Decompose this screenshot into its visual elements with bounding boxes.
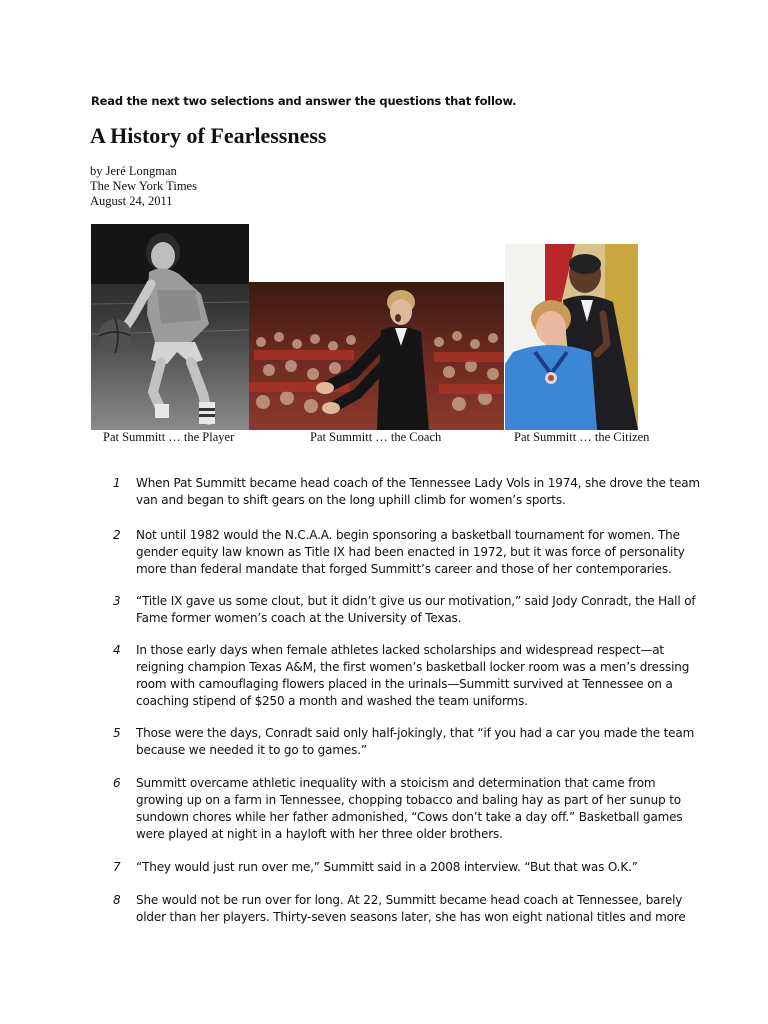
paragraph-number: 2 xyxy=(113,528,121,542)
byline-publication: The New York Times xyxy=(90,179,197,193)
text-line: In those early days when female athletes lacked scholarships and widespread respect—at xyxy=(136,643,664,657)
byline-date: August 24, 2011 xyxy=(90,194,173,208)
text-line: were played at night in a hayloft with her three older brothers. xyxy=(136,827,503,841)
paragraph-text xyxy=(136,475,700,509)
paragraph-number: 7 xyxy=(113,860,121,874)
text-line: Summitt overcame athletic inequality with a stoicism and determination that came from xyxy=(136,776,656,790)
caption-citizen: Pat Summitt … the Citizen xyxy=(514,430,650,444)
instruction-text: Read the next two selections and answer the questions that follow. xyxy=(91,94,517,108)
paragraph-text xyxy=(136,725,695,759)
article-title: A History of Fearlessness xyxy=(90,123,327,148)
text-line: sundown chores while her father admonished, “Cows don’t take a day off.” Basketball games xyxy=(136,810,683,824)
text-line: Not until 1982 would the N.C.A.A. begin sponsoring a basketball tournament for women. The xyxy=(136,528,680,542)
paragraph-number: 8 xyxy=(113,893,121,907)
paragraph-number: 4 xyxy=(113,643,121,657)
paragraph-number: 3 xyxy=(113,594,121,608)
caption-coach: Pat Summitt … the Coach xyxy=(310,430,442,444)
text-line: “Title IX gave us some clout, but it didn’t give us our motivation,” said Jody Conradt, the Hall of xyxy=(136,594,696,608)
paragraph-text xyxy=(136,593,696,627)
paragraph-text xyxy=(136,859,681,876)
text-line: When Pat Summitt became head coach of the Tennessee Lady Vols in 1974, she drove the team xyxy=(136,476,700,490)
paragraph-text xyxy=(136,642,690,710)
text-line: Those were the days, Conradt said only half-jokingly, that “if you had a car you made the team xyxy=(136,726,695,740)
paragraph-text xyxy=(136,527,685,578)
text-line: coaching stipend of $250 a month and washed the team uniforms. xyxy=(136,694,528,708)
text-line: “They would just run over me,” Summitt said in a 2008 interview. “But that was O.K.” xyxy=(136,860,638,874)
paragraph-text xyxy=(136,892,686,926)
text-line: older than her players. Thirty-seven seasons later, she has won eight national titles and more xyxy=(136,910,686,924)
byline-author: by Jeré Longman xyxy=(90,164,177,178)
text-line: van and began to shift gears on the long uphill climb for women’s sports. xyxy=(136,493,566,507)
text-line: reigning champion Texas A&M, the first women’s basketball locker room was a men’s dressing xyxy=(136,660,690,674)
paragraph-number: 1 xyxy=(113,476,121,490)
text-line: more than federal mandate that forged Summitt’s career and those of her contemporaries. xyxy=(136,562,672,576)
text-line: She would not be run over for long. At 22, Summitt became head coach at Tennessee, barely xyxy=(136,893,683,907)
text-line: growing up on a farm in Tennessee, chopping tobacco and baling hay as part of her sunup to xyxy=(136,793,681,807)
text-line: room with camouflaging flowers placed in the urinals—Summitt survived at Tennessee on a xyxy=(136,677,673,691)
paragraph-text xyxy=(136,775,681,843)
paragraph-number: 5 xyxy=(113,726,121,740)
caption-player: Pat Summitt … the Player xyxy=(103,430,235,444)
paragraph-number: 6 xyxy=(113,776,121,790)
text-line: because we needed it to go to games.” xyxy=(136,743,367,757)
text-line: gender equity law known as Title IX had been enacted in 1972, but it was force of personality xyxy=(136,545,685,559)
text-line: Fame former women’s coach at the University of Texas. xyxy=(136,611,462,625)
